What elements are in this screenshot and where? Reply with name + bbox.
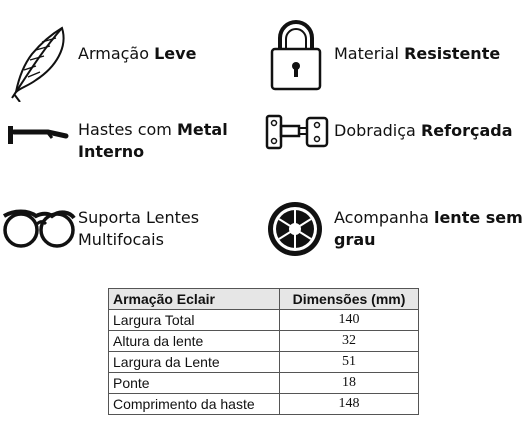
header-frame: Armação Eclair [109,289,280,310]
row-label: Largura Total [109,310,280,331]
feature-label-metal: Hastes com Metal Interno [78,120,228,161]
aperture-icon [266,200,324,262]
row-value: 32 [280,331,419,352]
header-dimensions: Dimensões (mm) [280,289,419,310]
table-row [109,310,419,331]
row-label: Largura da Lente [109,352,280,373]
table-row [109,331,419,352]
feature-label-resistente: Material Resistente [334,44,501,63]
glasses-icon [2,208,76,256]
table-row [109,394,419,415]
row-value: 51 [280,352,419,373]
dimensions-table [108,288,419,415]
row-value: 140 [280,310,419,331]
table-header-row [109,289,419,310]
row-value: 18 [280,373,419,394]
row-label: Ponte [109,373,280,394]
padlock-icon [268,18,324,96]
table-row [109,373,419,394]
table-row [109,352,419,373]
feature-label-leve: Armação Leve [78,44,197,63]
hinge-icon [264,112,330,156]
row-value: 148 [280,394,419,415]
row-label: Altura da lente [109,331,280,352]
feature-label-lente: Acompanha lente sem grau [334,208,523,249]
feature-label-multifocais: Suporta Lentes Multifocais [78,208,200,249]
feather-icon [6,22,68,106]
row-label: Comprimento da haste [109,394,280,415]
temple-icon [8,124,70,152]
feature-label-reforcada: Dobradiça Reforçada [334,121,513,140]
